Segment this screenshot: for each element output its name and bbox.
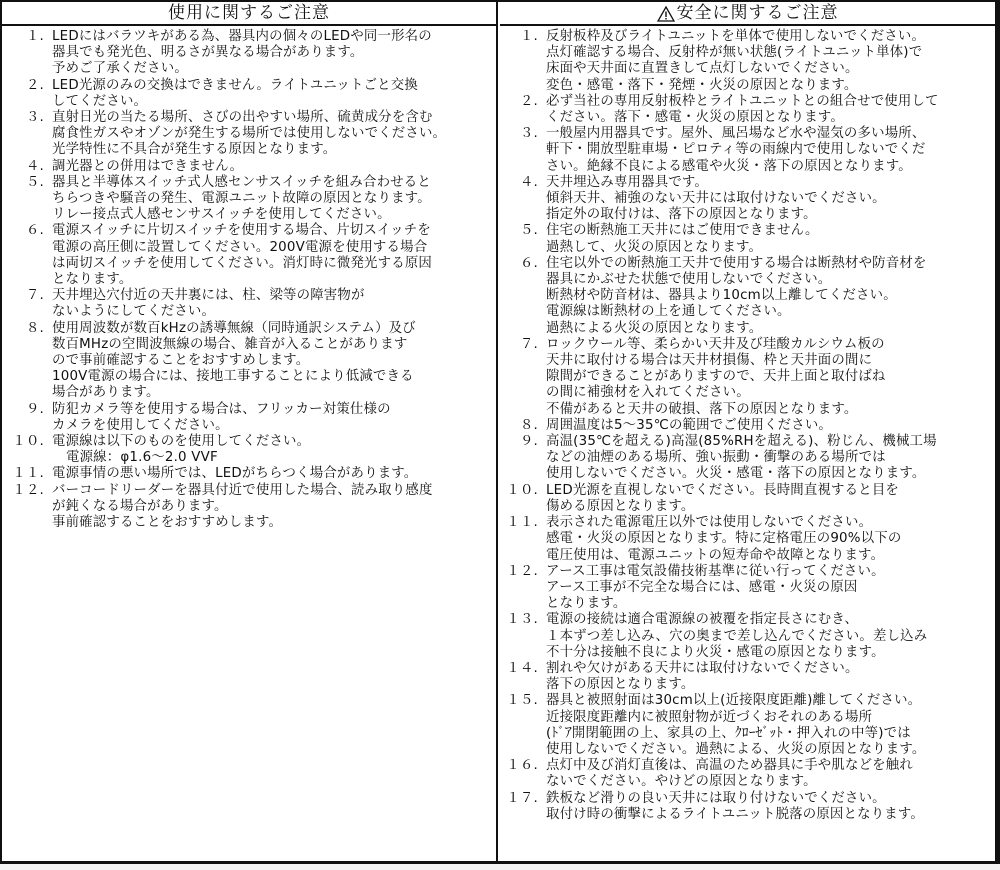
item-text — [52, 483, 496, 532]
item-line: ないでください。やけどの原因となります。 — [546, 774, 817, 790]
item-number: ７. — [519, 336, 538, 352]
item-line: 電源線は以下のものを使用してください。 — [52, 434, 311, 450]
item-number: ９. — [519, 434, 538, 450]
item-line: 場合があります。 — [52, 385, 160, 401]
item-line: 割れや欠けがある天井には取付けないでください。 — [546, 660, 859, 676]
item-line: 電源の接続は適合電源線の被覆を指定長さにむき、 — [546, 612, 859, 628]
caution-item — [500, 661, 995, 693]
item-text — [52, 110, 496, 159]
caution-item — [500, 418, 995, 434]
item-line: の間に補強材を入れてください。 — [546, 385, 750, 401]
item-text — [52, 29, 496, 78]
item-number: ４. — [25, 158, 44, 174]
item-line: カメラを使用してください。 — [52, 417, 229, 433]
item-line: 使用しないでください。火災・感電・落下の原因となります。 — [546, 466, 926, 482]
item-line: ロックウール等、柔らかい天井及び珪酸カルシウム板の — [546, 336, 885, 352]
item-number: ６. — [25, 223, 44, 239]
item-line: は両切スイッチを使用してください。消灯時に微発光する原因 — [52, 255, 432, 271]
caution-item — [500, 483, 995, 515]
caution-item — [2, 78, 496, 110]
item-line: 予めご了承ください。 — [52, 61, 188, 77]
item-text — [546, 418, 995, 434]
item-line: 断熱材や防音材は、器具より10cm以上離してください。 — [546, 288, 897, 304]
item-text — [546, 29, 995, 94]
item-line: 調光器との併用はできません。 — [52, 158, 244, 174]
item-line: 電源の高圧側に設置してください。200V電源を使用する場合 — [52, 239, 428, 255]
item-line: となります。 — [52, 272, 133, 288]
item-line: 落下の原因となります。 — [546, 677, 695, 693]
item-line: 不十分は接触不良により火災・感電の原因となります。 — [546, 644, 885, 660]
item-line: 点灯確認する場合、反射枠が無い状態(ライトユニット単体)で — [546, 45, 923, 61]
item-line: 表示された電源電圧以外では使用しないでください。 — [546, 515, 873, 531]
item-line: 100V電源の場合には、接地工事することにより低減できる — [52, 369, 414, 385]
item-number: ２. — [25, 77, 44, 93]
item-line: 指定外の取付けは、落下の原因となります。 — [546, 207, 817, 223]
item-number: １０. — [12, 434, 44, 450]
item-line: 使用しないでください。過熱による、火災の原因となります。 — [546, 741, 926, 757]
item-line: 防犯カメラ等を使用する場合は、フリッカー対策仕様の — [52, 401, 391, 417]
item-text — [546, 256, 995, 337]
caution-item — [2, 483, 496, 532]
item-number: ４. — [519, 174, 538, 190]
item-line: ないようにしてください。 — [52, 304, 216, 320]
caution-item — [500, 791, 995, 823]
item-line: 反射板枠及びライトユニットを単体で使用しないでください。 — [546, 29, 926, 44]
item-line: 天井埋込み専用器具です。 — [546, 174, 709, 190]
item-text — [546, 693, 995, 758]
caution-item — [2, 159, 496, 175]
item-line: 鉄板など滑りの良い天井には取り付けないでください。 — [546, 790, 886, 806]
item-number: ６. — [519, 255, 538, 271]
item-line: 腐食性ガスやオゾンが発生する場所では使用しないでください。 — [52, 126, 447, 142]
item-number: ３. — [519, 126, 538, 142]
item-line: 天井に取付ける場合は天井材損傷、枠と天井面の間に — [546, 353, 873, 369]
item-text — [52, 223, 496, 288]
item-line: などの油煙のある場所、強い振動・衝撃のある場所では — [546, 450, 886, 466]
item-line: となります。 — [546, 596, 627, 612]
item-line: 軒下・開放型駐車場・ピロティ等の雨線内で使用しないでくだ — [546, 142, 926, 158]
item-text — [52, 466, 496, 482]
caution-item — [500, 94, 995, 126]
safety-caution-list — [500, 26, 995, 823]
item-line: 使用周波数が数百kHzの誘導無線（同時通訳システム）及び — [52, 320, 416, 336]
item-line: 感電・火災の原因となります。特に定格電圧の90%以下の — [546, 531, 902, 547]
item-line: 傷める原因となります。 — [546, 498, 695, 514]
caution-item — [2, 466, 496, 482]
item-text — [546, 337, 995, 418]
item-text — [546, 175, 995, 224]
item-number: ２. — [519, 93, 538, 109]
item-line: LEDにはバラツキがある為、器具内の個々のLEDや同一形名の — [52, 29, 432, 44]
item-text — [546, 434, 995, 483]
item-text — [546, 612, 995, 661]
item-line: LED光源を直視しないでください。長時間直視すると目を — [546, 482, 900, 498]
item-line: 床面や天井面に直置きして点灯しないでください。 — [546, 61, 859, 77]
item-line: 器具と半導体スイッチ式人感センサスイッチを組み合わせると — [52, 174, 431, 190]
item-number: ９. — [25, 401, 44, 417]
item-line: アース工事が不完全な場合には、感電・火災の原因 — [546, 579, 858, 595]
caution-item — [2, 434, 496, 466]
item-line: 過熱して、火災の原因となります。 — [546, 239, 763, 255]
item-number: ７. — [25, 288, 44, 304]
item-line: 必ず当社の専用反射板枠とライトユニットとの組合せで使用して — [546, 93, 939, 109]
item-line: 住宅の断熱施工天井にはご使用できません。 — [546, 223, 819, 239]
item-text — [546, 758, 995, 790]
item-text — [546, 483, 995, 515]
item-line: バーコードリーダーを器具付近で使用した場合、読み取り感度 — [52, 482, 433, 498]
item-line: アース工事は電気設備技術基準に従い行ってください。 — [546, 563, 885, 579]
item-line: 数百MHzの空間波無線の場合、雑音が入ることがあります — [52, 336, 408, 352]
item-line: ください。落下・感電・火災の原因となります。 — [546, 110, 844, 126]
item-text — [52, 175, 496, 224]
item-sub-line: 電源線：φ1.6～2.0 VVF — [66, 450, 218, 466]
item-line: 光学特性に不具合が発生する原因となります。 — [52, 142, 337, 158]
item-number: ５. — [25, 174, 44, 190]
item-line: 不備があると天井の破損、落下の原因となります。 — [546, 401, 858, 417]
item-number: １. — [519, 29, 538, 44]
item-text — [52, 321, 496, 402]
usage-caution-title-text: 使用に関するご注意 — [168, 3, 330, 23]
item-number: １６. — [506, 758, 538, 774]
item-line: ちらつきや騒音の発生、電源ユニット故障の原因となります。 — [52, 191, 431, 207]
caution-item — [2, 175, 496, 224]
caution-item — [500, 29, 995, 94]
item-line: リレー接点式人感センサスイッチを使用してください。 — [52, 207, 391, 223]
item-number: １３. — [506, 612, 538, 628]
item-line: 過熱による火災の原因となります。 — [546, 320, 763, 336]
item-number: ３. — [25, 110, 44, 126]
item-number: １７. — [506, 790, 538, 806]
item-number: ５. — [519, 223, 538, 239]
item-text — [546, 564, 995, 613]
caution-item — [2, 29, 496, 78]
item-text — [546, 515, 995, 564]
item-line: が鈍くなる場合があります。 — [52, 498, 228, 514]
caution-item — [500, 175, 995, 224]
item-line: 電源事情の悪い場所では、LEDがちらつく場合があります。 — [52, 466, 418, 482]
item-text — [52, 434, 496, 466]
item-line: 高温(35℃を超える)高湿(85%RHを超える)、粉じん、機械工場 — [546, 434, 937, 450]
caution-item — [500, 612, 995, 661]
warning-triangle-icon — [657, 6, 675, 22]
usage-caution-title — [2, 2, 496, 26]
item-line: 事前確認することをおすすめします。 — [52, 515, 283, 531]
item-line: 電源線は断熱材の上を通してください。 — [546, 304, 791, 320]
item-number: １１. — [12, 466, 44, 482]
item-line: (ﾄﾞｱ開閉範囲の上、家具の上、ｸﾛｰｾﾞｯﾄ・押入れの中等)では — [546, 725, 911, 741]
item-line: 電源スイッチに片切スイッチを使用する場合、片切スイッチを — [52, 223, 431, 239]
item-number: ８. — [25, 320, 44, 336]
caution-item — [500, 515, 995, 564]
caution-item — [500, 223, 995, 255]
item-text — [52, 402, 496, 434]
item-line: LED光源のみの交換はできません。ライトユニットごと交換 — [52, 77, 418, 93]
item-number: ８. — [519, 417, 538, 433]
caution-item — [500, 434, 995, 483]
item-line: 器具でも発光色、明るさが異なる場合があります。 — [52, 45, 364, 61]
caution-item — [500, 126, 995, 175]
item-number: １１. — [506, 515, 538, 531]
safety-caution-column — [500, 2, 995, 861]
item-text — [52, 288, 496, 320]
item-number: １２. — [12, 482, 44, 498]
safety-caution-title — [500, 2, 995, 26]
item-number: １２. — [506, 563, 538, 579]
caution-item — [500, 256, 995, 337]
item-line: 天井埋込穴付近の天井裏には、柱、梁等の障害物が — [52, 288, 365, 304]
caution-item — [2, 288, 496, 320]
usage-caution-list — [2, 26, 496, 531]
item-line: 器具にかぶせた状態で使用しないでください。 — [546, 272, 832, 288]
caution-item — [500, 337, 995, 418]
item-line: 住宅以外での断熱施工天井で使用する場合は断熱材や防音材を — [546, 255, 927, 271]
item-text — [546, 791, 995, 823]
item-text — [546, 126, 995, 175]
item-line: 電圧使用は、電源ユニットの短寿命や故障となります。 — [546, 547, 885, 563]
item-text — [52, 159, 496, 175]
item-line: ので事前確認することをおすすめします。 — [52, 353, 310, 369]
caution-item — [2, 223, 496, 288]
item-line: 傾斜天井、補強のない天井には取付けないでください。 — [546, 191, 886, 207]
item-text — [546, 223, 995, 255]
item-line: してください。 — [52, 93, 148, 109]
item-line: 一般屋内用器具です。屋外、風呂場など水や湿気の多い場所、 — [546, 126, 926, 142]
caution-item — [500, 693, 995, 758]
item-number: １. — [25, 29, 44, 44]
item-line: 隙間ができることがありますので、天井上面と取付ばね — [546, 369, 886, 385]
caution-item — [500, 564, 995, 613]
item-number: １０. — [506, 482, 538, 498]
caution-item — [500, 758, 995, 790]
safety-caution-title-text: 安全に関するご注意 — [676, 3, 839, 23]
item-line: 周囲温度は5～35℃の範囲でご使用ください。 — [546, 417, 833, 433]
item-line: 点灯中及び消灯直後は、高温のため器具に手や肌などを触れ — [546, 758, 913, 774]
item-line: 取付け時の衝撃によるライトユニット脱落の原因となります。 — [546, 806, 924, 822]
item-line: 器具と被照射面は30cm以上(近接限度距離)離してください。 — [546, 693, 922, 709]
item-line: １本ずつ差し込み、穴の奥まで差し込んでください。差し込み — [546, 628, 928, 644]
item-text — [52, 78, 496, 110]
caution-item — [2, 110, 496, 159]
item-text — [546, 661, 995, 693]
caution-item — [2, 321, 496, 402]
item-line: 直射日光の当たる場所、さびの出やすい場所、硫黄成分を含む — [52, 110, 433, 126]
item-number: １４. — [506, 660, 538, 676]
item-text — [546, 94, 995, 126]
item-line: 変色・感電・落下・発煙・火災の原因となります。 — [546, 77, 858, 93]
item-number: １５. — [506, 693, 538, 709]
item-line: 近接限度距離内に被照射物が近づくおそれのある場所 — [546, 709, 873, 725]
usage-caution-column — [2, 2, 498, 861]
caution-item — [2, 402, 496, 434]
item-line: さい。絶縁不良による感電や火災・落下の原因となります。 — [546, 158, 912, 174]
